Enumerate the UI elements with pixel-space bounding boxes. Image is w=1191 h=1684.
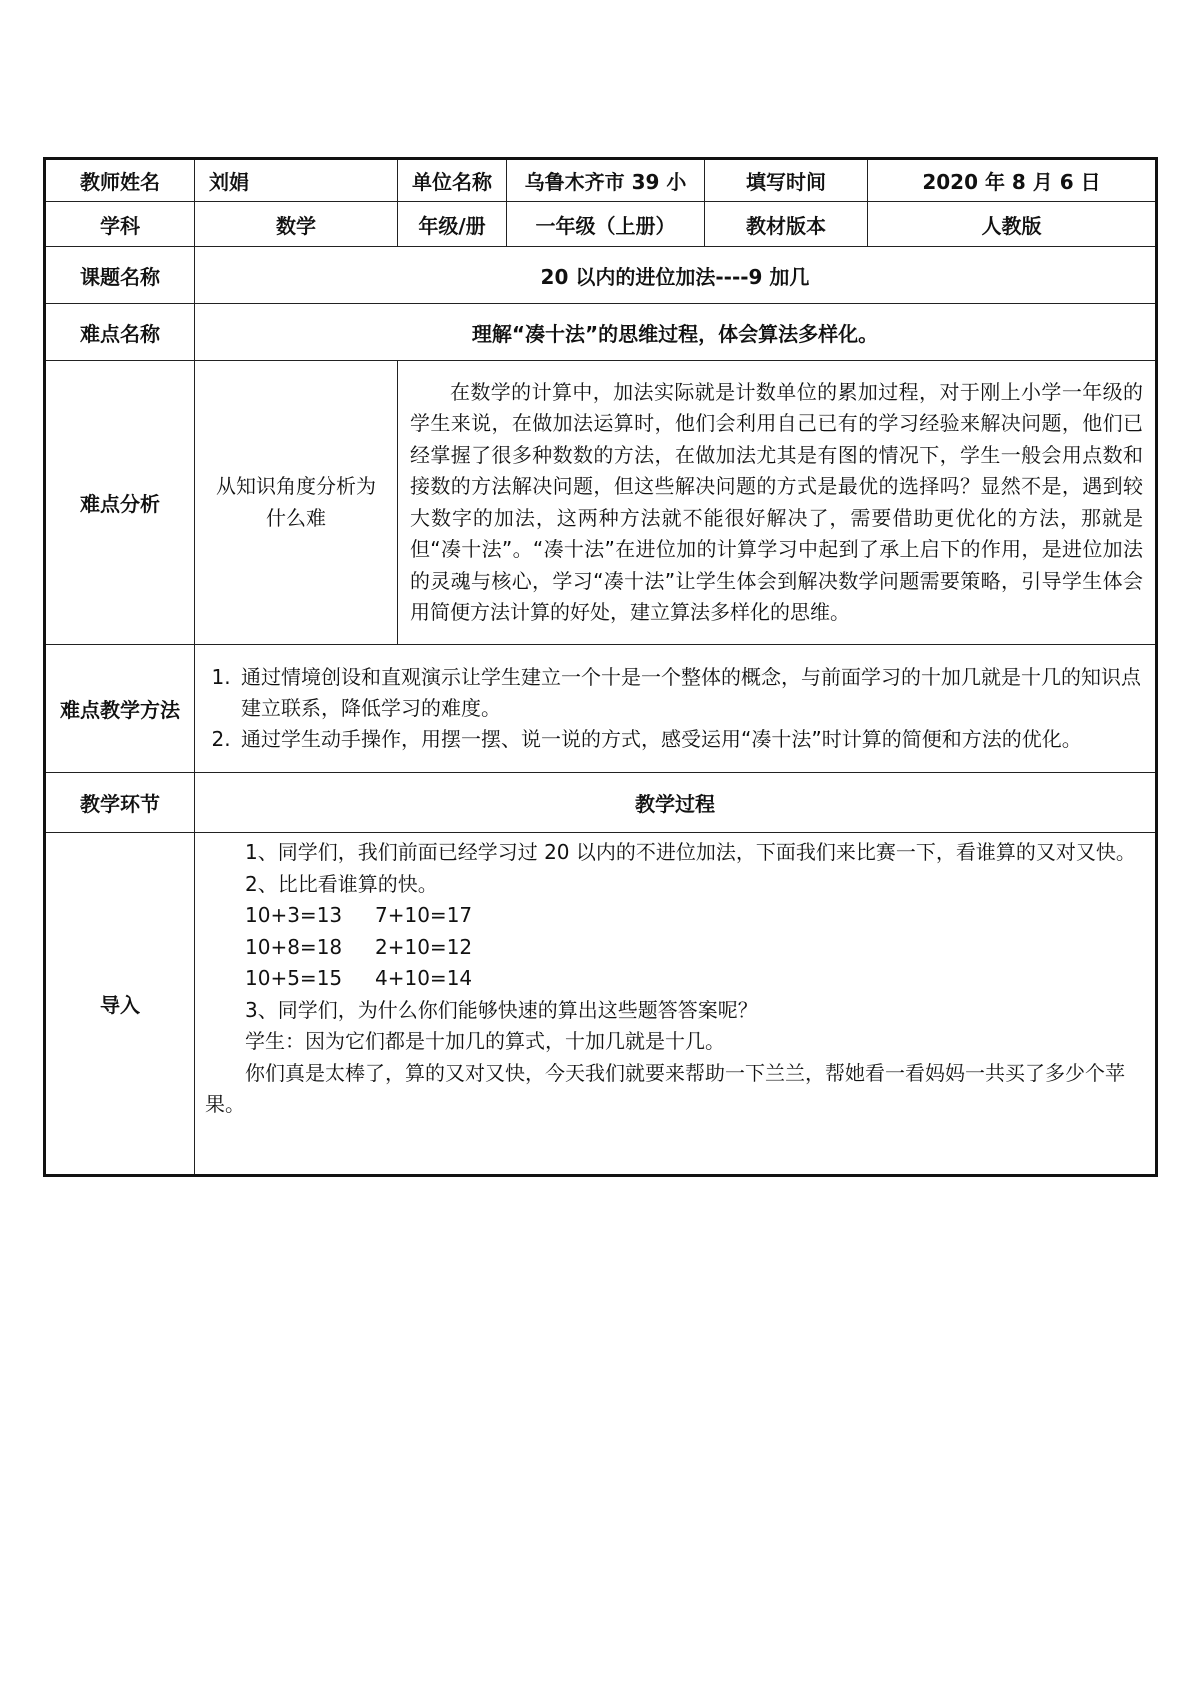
equation-row-3 (205, 963, 1145, 995)
analysis-row (45, 361, 1157, 645)
intro-content (195, 833, 1157, 1176)
equation: 10+8=18 (245, 934, 343, 959)
methods-item-2: 2. 通过学生动手操作，用摆一摆、说一说的方式，感受运用“凑十法”时计算的简便和方法的优化。 (237, 724, 1149, 755)
equation: 10+3=13 (245, 903, 343, 927)
process-header-row (45, 773, 1157, 833)
intro-paragraph-1: 1、同学们，我们前面已经学习过 20 以内的不进位加法，下面我们来比赛一下，看谁算的又对又快。 (245, 840, 1136, 864)
equation: 2+10=12 (375, 934, 473, 959)
equation: 7+10=17 (375, 903, 473, 927)
edition-value: 人教版 (868, 202, 1157, 247)
difficulty-value: 理解“凑十法”的思维过程，体会算法多样化。 (195, 304, 1157, 361)
equation-row-1 (205, 900, 1145, 932)
methods-cell (195, 645, 1157, 773)
topic-value: 20 以内的进位加法----9 加几 (195, 247, 1157, 304)
equation: 4+10=14 (375, 966, 473, 990)
header-row-2 (45, 202, 1157, 247)
unit-label: 单位名称 (398, 159, 507, 202)
intro-paragraph-4: 学生：因为它们都是十加几的算式，十加几就是十几。 (245, 1029, 725, 1053)
intro-paragraph-2: 2、比比看谁算的快。 (245, 871, 438, 896)
equation-row-2 (205, 932, 1145, 964)
date-value: 2020 年 8 月 6 日 (868, 159, 1157, 202)
methods-label: 难点教学方法 (45, 645, 195, 773)
unit-value: 乌鲁木齐市 39 小 (507, 159, 705, 202)
intro-label: 导入 (45, 833, 195, 1176)
grade-value: 一年级（上册） (507, 202, 705, 247)
teacher-value: 刘娟 (195, 159, 398, 202)
process-label: 教学过程 (195, 773, 1157, 833)
topic-label: 课题名称 (45, 247, 195, 304)
analysis-text: 在数学的计算中，加法实际就是计数单位的累加过程，对于刚上小学一年级的学生来说，在做加法运算时，他们会利用自己已有的学习经验来解决问题，他们已经掌握了很多种数数的方法，在做加法尤其是有图的情况下，学生一般会用点数和接数的方法解决问题，但这些解决问题的方式是最优的选择吗？显然不是，遇到较大数字的加法，这两种方法就不能很好解决了，需要借助更优化的方法，那就是但“凑十法”。“凑十法”在进位加的计算学习中起到了承上启下的作用，是进位加法的灵魂与核心，学习“凑十法”让学生体会到解决数学问题需要策略，引导学生体会用简便方法计算的好处，建立算法多样化的思维。 (398, 361, 1157, 645)
date-label: 填写时间 (705, 159, 868, 202)
intro-paragraph-5: 你们真是太棒了，算的又对又快，今天我们就要来帮助一下兰兰，帮她看一看妈妈一共买了多少个苹果。 (205, 1060, 1125, 1116)
edition-label: 教材版本 (705, 202, 868, 247)
grade-label: 年级/册 (398, 202, 507, 247)
lesson-plan-sheet (43, 157, 1155, 1177)
subject-label: 学科 (45, 202, 195, 247)
equation: 10+5=15 (245, 966, 343, 990)
lesson-plan-table (43, 157, 1158, 1177)
methods-list (201, 662, 1149, 755)
teacher-label: 教师姓名 (45, 159, 195, 202)
methods-row (45, 645, 1157, 773)
intro-row (45, 833, 1157, 1176)
process-stage-label: 教学环节 (45, 773, 195, 833)
analysis-label: 难点分析 (45, 361, 195, 645)
subject-value: 数学 (195, 202, 398, 247)
header-row-1 (45, 159, 1157, 202)
difficulty-label: 难点名称 (45, 304, 195, 361)
topic-row (45, 247, 1157, 304)
methods-item-1: 1. 通过情境创设和直观演示让学生建立一个十是一个整体的概念，与前面学习的十加几就是十几的知识点建立联系，降低学习的难度。 (237, 662, 1149, 724)
intro-paragraph-3: 3、同学们，为什么你们能够快速的算出这些题答答案呢？ (245, 997, 758, 1022)
difficulty-row (45, 304, 1157, 361)
analysis-sub-label: 从知识角度分析为什么难 (195, 361, 398, 645)
